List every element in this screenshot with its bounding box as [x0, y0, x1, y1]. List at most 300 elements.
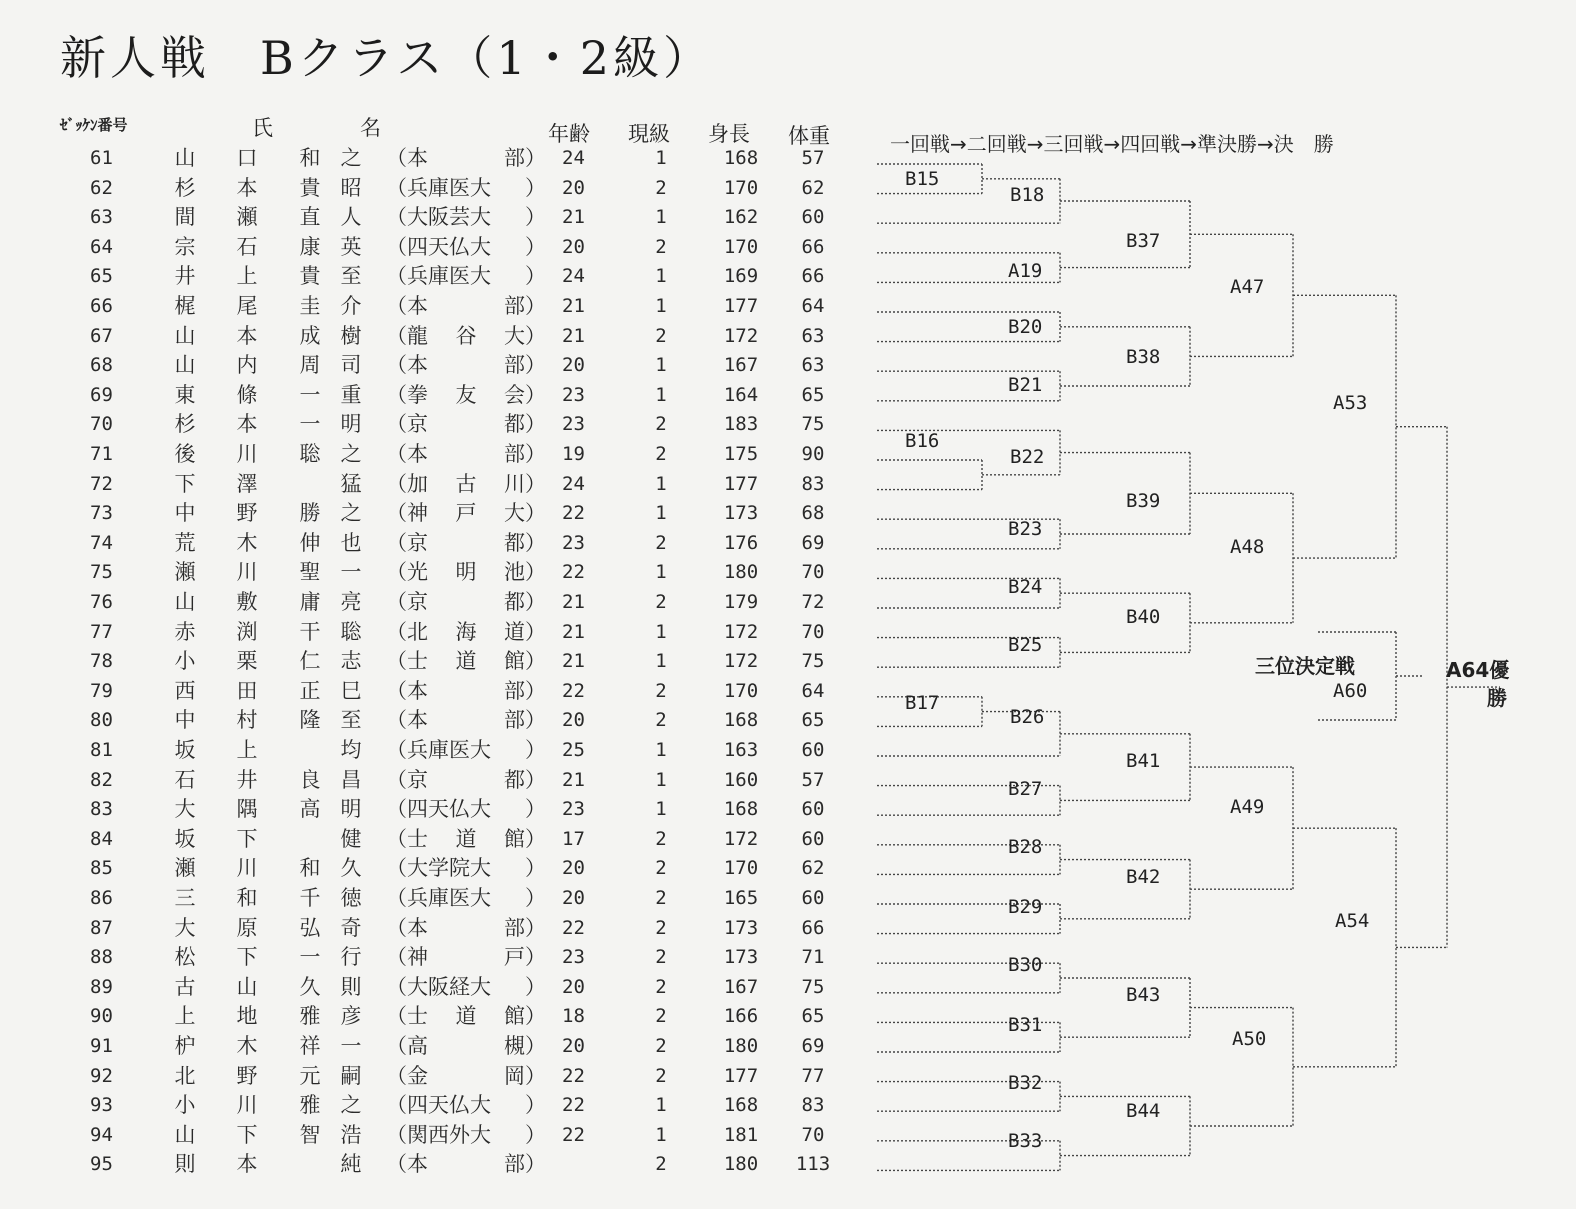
affiliation-char: 会 [504, 382, 525, 407]
height: 180 [723, 1035, 759, 1057]
affiliation-name: 四天仏大 [407, 797, 491, 822]
name-char: 瀬 [174, 856, 196, 881]
name-char: 山 [236, 974, 258, 999]
weight: 60 [801, 827, 825, 850]
height: 172 [723, 620, 759, 643]
affiliation-char: 京 [407, 590, 428, 614]
affiliation-char: 部 [504, 294, 525, 318]
age: 22 [562, 679, 585, 702]
weight: 64 [801, 295, 825, 317]
bib-number: 71 [90, 443, 113, 465]
name-char: 木 [236, 530, 258, 555]
weight: 57 [801, 768, 825, 791]
age: 23 [562, 946, 585, 969]
weight: 60 [801, 206, 825, 229]
affiliation-char: 友 [455, 382, 477, 407]
name-char: 昭 [340, 175, 362, 200]
affiliation-char: 部 [504, 442, 525, 466]
age: 22 [562, 1094, 585, 1117]
bracket-label-a47: A47 [1230, 276, 1265, 298]
paren-open: （ [386, 619, 407, 644]
name-char: 猛 [340, 471, 362, 496]
height: 173 [723, 946, 759, 969]
bib-number: 84 [90, 827, 113, 850]
affiliation-name: 大阪経大 [407, 974, 491, 999]
affiliation-name: 四天仏大 [407, 1093, 491, 1118]
name-char: 一 [299, 412, 321, 437]
affiliation-char: 本 [407, 294, 428, 318]
affiliation-char: 戸 [504, 945, 525, 970]
weight: 71 [801, 946, 825, 969]
paren-close: ） [525, 323, 546, 348]
affiliation-char: 館 [504, 826, 525, 851]
name-char: 下 [236, 945, 258, 970]
weight: 68 [801, 502, 825, 525]
name-char: 嗣 [340, 1063, 362, 1088]
bib-number: 89 [90, 975, 113, 998]
name-char: 元 [299, 1063, 321, 1088]
paren-close: ） [525, 708, 546, 733]
height: 169 [723, 265, 759, 288]
affiliation-name: 四天仏大 [407, 234, 491, 259]
weight: 65 [801, 383, 825, 406]
name-char: 也 [340, 530, 362, 555]
paren-open: （ [386, 590, 407, 614]
age: 22 [562, 561, 585, 584]
affiliation-char: 都 [504, 530, 525, 555]
affiliation-char: 本 [407, 915, 428, 940]
affiliation-char: 本 [407, 353, 428, 378]
bib-number: 91 [90, 1035, 113, 1057]
age: 21 [562, 206, 585, 229]
weight: 75 [801, 413, 825, 436]
affiliation-char: 戸 [455, 501, 477, 526]
grade: 1 [655, 1123, 667, 1146]
paren-close: ） [525, 826, 546, 851]
paren-close: ） [525, 1063, 546, 1088]
height: 160 [723, 768, 759, 791]
affiliation-char: 加 [407, 471, 428, 496]
name-char: 本 [236, 1152, 258, 1177]
affiliation-char: 古 [455, 471, 477, 496]
header-age: 年齢 [548, 122, 590, 146]
height: 168 [723, 1094, 759, 1117]
grade: 1 [655, 206, 667, 229]
name-char: 山 [174, 590, 196, 614]
affiliation-char: 川 [504, 471, 525, 496]
name-char: 貴 [299, 264, 321, 289]
name-char: 純 [340, 1152, 362, 1177]
age: 20 [562, 235, 585, 258]
name-char: 敷 [236, 590, 258, 614]
name-char: 川 [236, 560, 258, 585]
height: 168 [723, 709, 759, 732]
name-char: 石 [174, 767, 196, 792]
age: 25 [562, 739, 585, 761]
name-char: 昌 [340, 767, 362, 792]
paren-close: ） [525, 649, 546, 674]
name-char: 聖 [299, 560, 321, 585]
bib-number: 95 [90, 1153, 113, 1176]
name-char: 東 [174, 382, 196, 407]
affiliation-char: 谷 [455, 323, 477, 348]
name-char: 上 [236, 738, 258, 762]
weight: 75 [801, 975, 825, 998]
bracket-label-b25: B25 [1008, 634, 1043, 656]
height: 177 [723, 295, 759, 317]
weight: 65 [801, 709, 825, 732]
bracket-label-b33: B33 [1008, 1130, 1043, 1152]
bib-number: 77 [90, 620, 113, 643]
name-char: 正 [299, 678, 321, 703]
affiliation-char: 明 [455, 560, 477, 585]
name-char: 一 [299, 382, 321, 407]
age: 22 [562, 1064, 585, 1087]
bracket-label-b32: B32 [1008, 1072, 1043, 1094]
affiliation-char: 部 [504, 1152, 525, 1177]
name-char: 一 [340, 1034, 362, 1058]
name-char: 山 [174, 1122, 196, 1147]
bracket-label-b30: B30 [1008, 954, 1043, 976]
grade: 2 [655, 887, 667, 909]
grade: 1 [655, 1094, 667, 1117]
name-char: 伸 [299, 530, 321, 555]
weight: 83 [801, 472, 825, 495]
affiliation-char: 本 [407, 1152, 428, 1177]
height: 166 [723, 1005, 759, 1028]
bracket-label-b20: B20 [1008, 316, 1043, 338]
bib-number: 75 [90, 561, 113, 584]
name-char: 之 [340, 442, 362, 466]
name-char: 小 [174, 1093, 196, 1118]
name-char: 原 [236, 915, 258, 940]
name-char: 小 [174, 649, 196, 674]
name-char: 一 [340, 560, 362, 585]
bib-number: 62 [90, 176, 113, 199]
paren-open: （ [386, 1152, 407, 1177]
name-char: 奇 [340, 915, 362, 940]
header-number: ｾﾞｯｹﾝ番号 [60, 116, 128, 134]
paren-close: ） [525, 1034, 546, 1058]
grade: 2 [655, 679, 667, 702]
paren-open: （ [386, 738, 407, 762]
bracket-label-b27: B27 [1008, 778, 1043, 800]
weight: 62 [801, 176, 825, 199]
name-char: 川 [236, 1093, 258, 1118]
paren-close: ） [525, 915, 546, 940]
age: 22 [562, 502, 585, 525]
header-name-2: 名 [360, 116, 381, 140]
bracket-label-third: 三位決定戦 [1255, 654, 1355, 678]
affiliation-char: 道 [455, 649, 477, 674]
age: 20 [562, 709, 585, 732]
affiliation-char: 岡 [504, 1063, 525, 1088]
name-char: 徳 [340, 886, 362, 910]
age: 20 [562, 176, 585, 199]
weight: 83 [801, 1094, 825, 1117]
name-char: 尾 [236, 294, 258, 318]
name-char: 梶 [174, 294, 196, 318]
name-char: 高 [299, 797, 321, 822]
height: 181 [723, 1123, 759, 1146]
affiliation-char: 部 [504, 353, 525, 378]
paren-close: ） [525, 945, 546, 970]
paren-open: （ [386, 974, 407, 999]
name-char: 仁 [299, 649, 321, 674]
name-char: 赤 [174, 619, 196, 644]
paren-close: ） [525, 501, 546, 526]
affiliation-char: 拳 [407, 382, 428, 407]
paren-close: ） [525, 1122, 546, 1147]
paren-open: （ [386, 560, 407, 585]
paren-open: （ [386, 353, 407, 378]
affiliation-char: 部 [504, 146, 525, 170]
name-char: 川 [236, 442, 258, 466]
weight: 70 [801, 561, 825, 584]
grade: 2 [655, 1153, 667, 1176]
name-char: 石 [236, 234, 258, 259]
name-char: 一 [299, 945, 321, 970]
name-char: 志 [340, 649, 362, 674]
bracket-label-b17: B17 [905, 692, 940, 714]
paren-open: （ [386, 471, 407, 496]
name-char: 人 [340, 205, 362, 230]
affiliation-char: 海 [455, 619, 477, 644]
paren-close: ） [525, 797, 546, 822]
weight: 62 [801, 857, 825, 880]
grade: 2 [655, 1035, 667, 1057]
header-name-1: 氏 [252, 116, 273, 140]
affiliation-name: 兵庫医大 [407, 886, 491, 910]
name-char: 下 [236, 1122, 258, 1147]
height: 179 [723, 591, 759, 613]
affiliation-char: 都 [504, 590, 525, 614]
paren-open: （ [386, 146, 407, 170]
name-char: 間 [174, 205, 196, 230]
paren-close: ） [525, 471, 546, 496]
grade: 1 [655, 798, 667, 821]
name-char: 井 [174, 264, 196, 289]
affiliation-char: 道 [455, 1004, 477, 1029]
paren-close: ） [525, 886, 546, 910]
weight: 90 [801, 443, 825, 465]
affiliation-char: 道 [455, 826, 477, 851]
bib-number: 65 [90, 265, 113, 288]
name-char: 周 [299, 353, 321, 378]
name-char: 條 [236, 382, 258, 407]
bib-number: 68 [90, 354, 113, 377]
name-char: 樹 [340, 323, 362, 348]
age: 23 [562, 383, 585, 406]
age: 20 [562, 354, 585, 377]
bracket-label-b41: B41 [1126, 750, 1161, 772]
paren-close: ） [525, 1152, 546, 1177]
bracket-label-b44: B44 [1126, 1100, 1161, 1122]
affiliation-name: 兵庫医大 [407, 264, 491, 289]
name-char: 巳 [340, 678, 362, 703]
name-char: 枦 [174, 1034, 196, 1058]
grade: 1 [655, 502, 667, 525]
name-char: 聡 [299, 442, 321, 466]
age: 23 [562, 798, 585, 821]
paren-close: ） [525, 590, 546, 614]
bracket-label-a49: A49 [1230, 796, 1265, 818]
bracket-label-b18: B18 [1010, 184, 1045, 206]
bracket-label-b26: B26 [1010, 706, 1045, 728]
name-char: 圭 [299, 294, 321, 318]
name-char: 松 [174, 945, 196, 970]
name-char: 木 [236, 1034, 258, 1058]
height: 167 [723, 354, 759, 377]
bib-number: 78 [90, 650, 113, 673]
affiliation-char: 本 [407, 708, 428, 733]
name-char: 成 [299, 323, 321, 348]
affiliation-char: 京 [407, 767, 428, 792]
affiliation-char: 部 [504, 678, 525, 703]
paren-open: （ [386, 886, 407, 910]
paren-close: ） [525, 205, 546, 230]
bracket-label-b28: B28 [1008, 836, 1043, 858]
weight: 65 [801, 1005, 825, 1028]
bracket-label-b43: B43 [1126, 984, 1161, 1006]
height: 176 [723, 531, 759, 554]
paren-open: （ [386, 501, 407, 526]
weight: 63 [801, 354, 825, 377]
weight: 69 [801, 531, 825, 554]
name-char: 明 [340, 797, 362, 822]
name-char: 野 [236, 1063, 258, 1088]
age: 24 [562, 472, 585, 495]
affiliation-char: 館 [504, 1004, 525, 1029]
name-char: 行 [340, 945, 362, 970]
height: 167 [723, 975, 759, 998]
header-weight: 体重 [788, 124, 830, 148]
grade: 2 [655, 709, 667, 732]
grade: 1 [655, 265, 667, 288]
height: 168 [723, 147, 759, 169]
grade: 2 [655, 531, 667, 554]
height: 183 [723, 413, 759, 436]
grade: 1 [655, 620, 667, 643]
paren-open: （ [386, 234, 407, 259]
age: 20 [562, 975, 585, 998]
header-height: 身長 [708, 122, 750, 146]
paren-close: ） [525, 234, 546, 259]
name-char: 均 [340, 738, 362, 762]
name-char: 雅 [299, 1093, 321, 1118]
paren-open: （ [386, 175, 407, 200]
paren-open: （ [386, 530, 407, 555]
name-char: 村 [236, 708, 258, 733]
name-char: 杉 [174, 175, 196, 200]
affiliation-char: 館 [504, 649, 525, 674]
bib-number: 94 [90, 1123, 113, 1146]
name-char: 下 [236, 826, 258, 851]
paren-close: ） [525, 412, 546, 437]
name-char: 良 [299, 767, 321, 792]
height: 170 [723, 857, 759, 880]
bracket-label-b40: B40 [1126, 606, 1161, 628]
bracket-label-b21: B21 [1008, 374, 1043, 396]
bracket-label-a19: A19 [1008, 260, 1043, 282]
paren-close: ） [525, 146, 546, 170]
bib-number: 70 [90, 413, 113, 436]
paren-close: ） [525, 856, 546, 881]
bracket-label-b39: B39 [1126, 490, 1161, 512]
age: 21 [562, 650, 585, 673]
weight: 70 [801, 1123, 825, 1146]
bib-number: 93 [90, 1094, 113, 1117]
name-char: 三 [174, 886, 196, 910]
paren-close: ） [525, 974, 546, 999]
bib-number: 81 [90, 739, 113, 761]
height: 165 [723, 887, 759, 909]
affiliation-char: 神 [407, 501, 428, 526]
name-char: 勝 [299, 501, 321, 526]
height: 170 [723, 176, 759, 199]
weight: 72 [801, 591, 825, 613]
affiliation-char: 神 [407, 945, 428, 970]
paren-open: （ [386, 264, 407, 289]
affiliation-char: 京 [407, 530, 428, 555]
bib-number: 64 [90, 235, 113, 258]
height: 175 [723, 443, 759, 465]
paren-open: （ [386, 826, 407, 851]
bracket-label-b29: B29 [1008, 896, 1043, 918]
bracket-label-b42: B42 [1126, 866, 1161, 888]
bracket-label-a48: A48 [1230, 536, 1265, 558]
bracket-label-b24: B24 [1008, 576, 1043, 598]
bib-number: 67 [90, 324, 113, 347]
weight: 66 [801, 235, 825, 258]
paren-open: （ [386, 1063, 407, 1088]
name-char: 之 [340, 1093, 362, 1118]
name-char: 雅 [299, 1004, 321, 1029]
affiliation-name: 関西外大 [407, 1122, 491, 1147]
name-char: 井 [236, 767, 258, 792]
affiliation-char: 北 [407, 619, 428, 644]
paren-close: ） [525, 1093, 546, 1118]
paren-open: （ [386, 294, 407, 318]
age: 21 [562, 768, 585, 791]
name-char: 宗 [174, 234, 196, 259]
bracket-label-b31: B31 [1008, 1014, 1043, 1036]
affiliation-name: 兵庫医大 [407, 738, 491, 762]
bracket-label-b38: B38 [1126, 346, 1161, 368]
paren-close: ） [525, 738, 546, 762]
weight: 66 [801, 916, 825, 939]
name-char: 干 [299, 619, 321, 644]
age: 20 [562, 1035, 585, 1057]
name-char: 野 [236, 501, 258, 526]
paren-close: ） [525, 175, 546, 200]
height: 177 [723, 1064, 759, 1087]
name-char: 則 [340, 974, 362, 999]
paren-close: ） [525, 294, 546, 318]
name-char: 明 [340, 412, 362, 437]
paren-open: （ [386, 915, 407, 940]
name-char: 坂 [174, 826, 196, 851]
paren-open: （ [386, 323, 407, 348]
page-title: 新人戦 Bクラス（1・2級） [60, 31, 713, 85]
age: 19 [562, 443, 585, 465]
name-char: 川 [236, 856, 258, 881]
bib-number: 90 [90, 1005, 113, 1028]
bib-number: 69 [90, 383, 113, 406]
name-char: 貴 [299, 175, 321, 200]
affiliation-char: 本 [407, 146, 428, 170]
bib-number: 66 [90, 295, 113, 317]
